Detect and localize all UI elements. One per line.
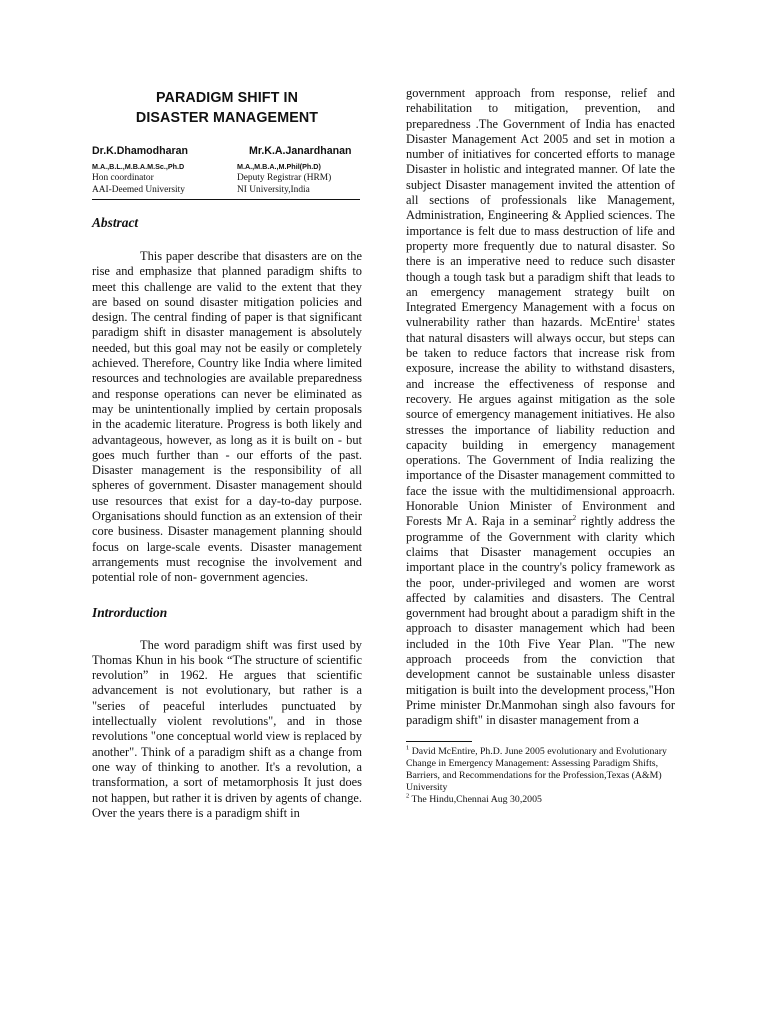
paper-title [92,88,362,128]
abstract-heading: Abstract [92,215,139,230]
introduction-paragraph: The word paradigm shift was first used by Thomas Khun in his book “The structure of scientific revolution” in 1962. He argues that scientific advancement is not evolutionary, but rather is a "series of peaceful interludes punctuated by intellectually violent revolutions", and in those revolutions "one conceptual world view is replaced by another". Think of a paradigm shift as a change from one way of thinking to another. It's a revolution, a transformation, a sort of metamorphosis It just does not happen, but rather it is driven by agents of change. Over the years there is a paradigm shift in [92,637,362,820]
author-2-affiliation: NI University,India [237,185,310,195]
author-1-role: Hon coordinator [92,173,154,183]
author-2-name: Mr.K.A.Janardhanan [249,145,352,157]
header-divider [92,199,360,200]
footnote-ref-2: 2 [572,514,577,523]
footnote-2-mark: 2 [406,793,410,801]
paragraph-part-3: rightly address the programme of the Government with clarity which claims that Disaster management occupies an important place in the country's policy framework as the poor, under-privileged and women are worst affected by calamities and disasters. The Central government had brought about a paradigm shift in the approach to disaster management which had been included in the 10th Five Year Plan. "The new approach proceeds from the conviction that development cannot be sustainable unless disaster mitigation is built into the development process,"Hon Prime minister Dr.Manmohan singh also favours for paradigm shift" in disaster management from a [406,514,675,728]
continued-paragraph [406,86,675,728]
author-1-affiliation: AAI-Deemed University [92,185,185,195]
footnote-1 [406,746,675,794]
author-2 [237,144,362,196]
author-1-degree: M.A.,B.L.,M.B.A.M.Sc.,Ph.D [92,162,185,171]
author-1-name: Dr.K.Dhamodharan [92,145,188,157]
abstract-paragraph: This paper describe that disasters are on the rise and emphasize that planned paradigm shifts to meet this challenge are valid to the extent that they are based on sound disaster mitigation policies and design. The central finding of paper is that significant paradigm shift in disaster management is absolutely needed, but this goal may not be easily or completely achieved. Therefore, Country like India where limited resources and technologies are available preparedness and response operations can never be eliminated as may be unintentionally implied by certain proposals in the academic literature. Progress is both likely and advantageous, however, as long as it is built on - but goes much further than - our efforts of the past. Disaster management is the responsibility of all spheres of government. Disaster management should use resources that exist for a day-to-day purpose. Organisations should function as an extension of their core business. Disaster management planning should focus on large-scale events. Disaster management arrangements must recognise the involvement and potential role of non- government agencies. [92,249,362,585]
paragraph-part-1: government approach from response, relief and rehabilitation to mitigation, prevention, and preparedness .The Government of India has enacted Disaster Management Act 2005 and set in motion a number of initiatives for concerted efforts to manage Disaster in holistic and integrated manner. Of late the subject Disaster management invited the attention of all sections of professionals like Management, Administration, Engineering & Applied sciences. The importance is felt due to mass destruction of life and property more frequently due to natural disaster. So there is an imperative need to reduce such disaster though a tough task but a paradigm shift that leads to an emergency management strategy built on Integrated Emergency Management with a focus on vulnerability rather than hazards. McEntire [406,86,675,330]
author-2-role: Deputy Registrar (HRM) [237,173,332,183]
left-column [92,88,362,821]
author-block [92,144,362,196]
right-column [406,86,675,806]
footnote-1-mark: 1 [406,745,410,753]
author-2-degree: M.A.,M.B.A.,M.Phil(Ph.D) [237,162,321,171]
footnote-1-text: David McEntire, Ph.D. June 2005 evolutionary and Evolutionary Change in Emergency Management: Assessing Paradigm Shifts, Barriers, and Recommendations for the Profession,Texas (A&M) University [406,746,667,794]
footnote-divider [406,741,472,742]
title-line-2: DISASTER MANAGEMENT [135,110,319,126]
footnote-2 [406,794,675,806]
author-1 [92,144,237,196]
paragraph-part-2: states that natural disasters will always occur, but steps can be taken to reduce factors that increase risk from exposure, increase the ability to withstand disasters, and increase the effectiveness of response and recovery. He argues against mitigation as the sole source of emergency management initiatives. He also stresses the importance of liability reduction and capacity building in emergency management operations. The Government of India realizing the importance of the Disaster management committed to face the issue with the multidimensional approacrh. Honorable Union Minister of Environment and Forests Mr A. Raja in a seminar [406,315,675,529]
introduction-heading: Introrduction [92,604,168,620]
footnote-2-text: The Hindu,Chennai Aug 30,2005 [409,794,542,806]
footnote-ref-1: 1 [636,315,641,324]
title-line-1: PARADIGM SHIFT IN [155,90,299,106]
